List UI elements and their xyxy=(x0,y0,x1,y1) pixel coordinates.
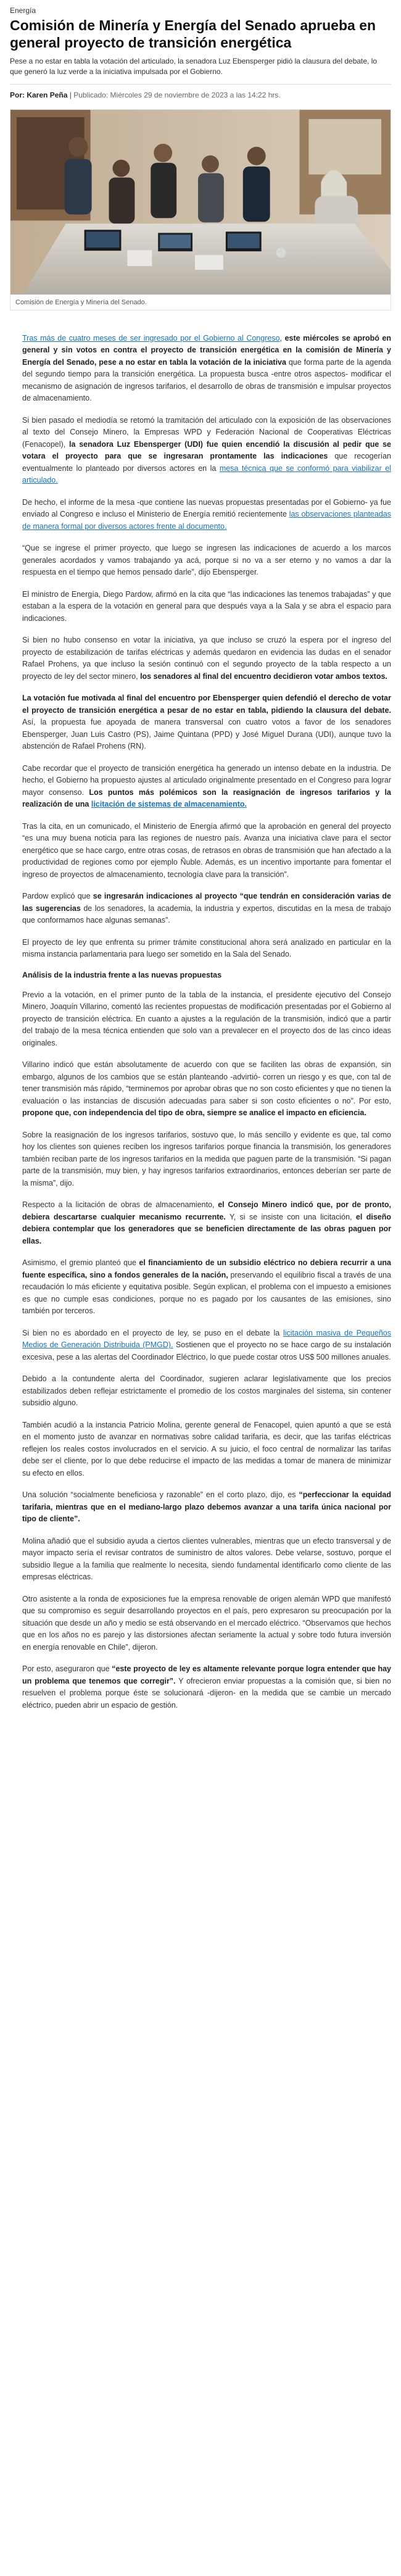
article-paragraph xyxy=(22,1663,391,1711)
article-figure xyxy=(10,109,391,310)
text-run: Previo a la votación, en el primer punto de la tabla de la instancia, el presidente ejecutivo del Consejo Minero, Joaquín Villarino, comentó las recientes propuestas de modificación presentadas por el Gobierno al proyecto de transición eléctrica. En cuanto a ajustes a la regulación de la transmisión, indicó que a partir del trabajo de la mesa técnica entienden que solo van a prevalecer en el proyecto dos de las cinco ideas originales. xyxy=(22,990,391,1047)
bold-text: propone que, con independencia del tipo de obra, siempre se analice el impacto en eficiencia. xyxy=(22,1108,366,1118)
text-run: El ministro de Energía, Diego Pardow, afirmó en la cita que “las indicaciones las tenemos trabajadas” y que estaban a la espera de la votación en general para que después vaya a la Sala y se abra el espacio para indicaciones. xyxy=(22,589,391,623)
article-paragraph xyxy=(22,763,391,811)
text-run: Sostienen que el proyecto no se hace cargo de su instalación excesiva, pese a las alertas del Coordinador Eléctrico, lo que puede costar otros US$ 500 millones anuales. xyxy=(22,1340,391,1361)
bold-text: “este proyecto de ley es altamente relevante porque logra entender que hay un problema que tenemos que corregir”. xyxy=(22,1664,391,1685)
article-paragraph xyxy=(22,1593,391,1654)
article-body xyxy=(0,310,401,1728)
article-paragraph xyxy=(22,891,391,927)
text-run: de los senadores, la academia, la industria y expertos, discutidas en la mesa de trabajo que conformamos hace algunas semanas”. xyxy=(22,904,391,925)
text-run: Respecto a la licitación de obras de almacenamiento, xyxy=(22,1200,218,1210)
text-run: que recogerían eventualmente lo planteado por diversos actores en la xyxy=(22,452,392,473)
article-paragraph xyxy=(22,497,391,533)
text-run: De hecho, el informe de la mesa -que contiene las nuevas propuestas presentadas por el Gobierno- ya fue enviado al Congreso e incluso el Ministerio de Energía remitió recientemente xyxy=(22,497,391,519)
text-run: También acudió a la instancia Patricio Molina, gerente general de Fenacopel, quien apuntó a que se está en el momento justo de avanzar en normativas sobre calidad tarifaria, es decir, que las tarifas eléctricas reflejen los reales costos involucrados en el servicio. A su juicio, el foco central de normalizar las tarifas debe ser el cliente, por lo que debe reducirse el impacto de las medidas a tomar de manera de minimizar su efecto en ellos. xyxy=(22,1420,391,1477)
text-run: Y, si se insiste con una licitación, xyxy=(225,1212,356,1221)
text-run: “Que se ingrese el primer proyecto, que luego se ingresen las indicaciones de acuerdo a los marcos generales acordados y vamos trabajando ya acá, porque si no va a ser eterno y no vamos a dar la respuesta en el tiempo que hemos pensado darle”, dijo Ebensperger. xyxy=(22,544,391,577)
bold-text: los senadores al final del encuentro decidieron votar ambos textos. xyxy=(140,671,387,681)
inline-link[interactable]: licitación masiva de Pequeños Medios de Generación Distribuida (PMGD). xyxy=(22,1328,392,1350)
article-lead: Pese a no estar en tabla la votación del articulado, la senadora Luz Ebensperger pidió la clausura del debate, lo que generó la luz verde a la iniciativa impulsada por el Gobierno. xyxy=(10,57,378,77)
text-run: Por esto, aseguraron que xyxy=(22,1664,112,1674)
text-run: Otro asistente a la ronda de exposiciones fue la empresa renovable de origen alemán WPD que manifestó que su compromiso es seguir desarrollando proyectos en el país, pero expresaron su preocupación por la situación que desde un año y medio se está observando en el mercado eléctrico. “Observamos que hechos que en los años no es parejo y las distorsiones afectan seriamente la actual y sobre todo futura inversión en energía renovable en Chile”, dijeron. xyxy=(22,1594,391,1652)
bold-text: se ingresarán indicaciones al proyecto “que tendrán en consideración varias de las sugerencias xyxy=(22,892,391,913)
bold-text: el Consejo Minero indicó que, por de pronto, debiera descartarse cualquier mecanismo recurrente. xyxy=(22,1200,391,1221)
subheading-text: Análisis de la industria frente a las nuevas propuestas xyxy=(22,970,222,979)
text-run: Tras la cita, en un comunicado, el Ministerio de Energía afirmó que la aprobación en general del proyecto “es una muy buena noticia para las regiones de nuestro país. Avanza una iniciativa clave para el sector energético que se hace cargo, entre otras cosas, de retrasos en obras de transmisión que han afectado a la productividad de regiones como por ejemplo Ñuble. Además, es un incentivo importante para fomentar el ingreso de proyectos de almacenamiento, tecnología clave para la transición”. xyxy=(22,821,391,879)
article-paragraph xyxy=(22,1535,391,1584)
article-paragraph xyxy=(22,692,391,753)
article-header xyxy=(0,0,401,104)
article-paragraph xyxy=(22,989,391,1050)
text-run: Pardow explicó que xyxy=(22,892,93,901)
section-subheading xyxy=(22,971,391,979)
text-run: que forma parte de la agenda del segundo tiempo para la transición energética. La propuesta busca -entre otros aspectos- modificar el mecanismo de asignación de ingresos tarifarios, el desarrollo de obras de transmisión e impulsar proyectos de almacenamiento. xyxy=(22,357,392,403)
bold-text: el diseño debiera contemplar que los generadores que se beneficien directamente de las obras paguen por ellas. xyxy=(22,1212,391,1245)
text-run: Y ofrecieron enviar propuestas a la comisión que, si bien no resuelven el problema porque éste se solucionará -dijeron- en la medida que se cambie un mercado eléctrico, pueden abrir un espacio de gestión. xyxy=(22,1676,391,1710)
inline-link[interactable]: mesa técnica que se conformó para viabilizar el articulado. xyxy=(22,463,391,485)
article-paragraph xyxy=(22,1327,391,1364)
text-run: Una solución “socialmente beneficiosa y razonable” en el corto plazo, dijo, es xyxy=(22,1490,299,1500)
bold-text: la senadora Luz Ebensperger (UDI) fue quien encendió la discusión al pedir que se votara el proyecto para que se ingresaran prontamente las indicaciones xyxy=(22,439,391,461)
text-run: , xyxy=(279,333,285,343)
byline xyxy=(10,84,391,104)
text-run: Villarino indicó que están absolutamente de acuerdo con que se faciliten las obras de expansión, sin embargo, algunos de los cambios que se están planteando -advirtió- corren un riesgo y es que, con tal de tener transmisión más rápido, “terminemos por aprobar obras que no son costo eficientes y que no tienen la evaluación o las instancias de discusión adecuadas para saber si son costo eficientes o no”. Por esto, xyxy=(22,1060,391,1105)
article-paragraph xyxy=(22,333,391,405)
article-paragraph xyxy=(22,1257,391,1318)
photo-caption: Comisión de Energía y Minería del Senado. xyxy=(10,294,391,310)
article-paragraph xyxy=(22,937,391,961)
article-paragraph xyxy=(22,589,391,625)
article-paragraph xyxy=(22,542,391,579)
text-run: Sobre la reasignación de los ingresos tarifarios, sostuvo que, lo más sencillo y evidente es que, tal como hoy los clientes son quienes reciben los ingresos tarifarios porque financia la transmisión, los generadores también reciban parte de los ingresos tarifarios en la medida que paguen parte de la transmisión. “Si pagan parte de la transmisión, muy bien, y hay ingresos tarifarios extraordinarios, entonces deberían ser parte de la misma”, dijo. xyxy=(22,1130,391,1187)
bold-text: este miércoles se aprobó en general y sin votos en contra el proyecto de transición energética en la comisión de Minería y Energía del Senado, pese a no estar en tabla la votación de la iniciativa xyxy=(22,333,391,367)
text-run: Molina añadió que el subsidio ayuda a ciertos clientes vulnerables, mientras que un efecto transversal y de mayor impacto sería el revisar contratos de suministro de altos valores. Debe velarse, sostuvo, porque el subsidio llegue a la familia que realmente lo necesita, siendo fundamental identificarlo como cliente de las empresas eléctricas. xyxy=(22,1536,391,1582)
inline-link[interactable]: licitación de sistemas de almacenamiento. xyxy=(91,800,247,809)
article-paragraph xyxy=(22,1129,391,1190)
article-photo xyxy=(10,110,391,294)
bold-text: La votación fue motivada al final del encuentro por Ebensperger quien defendió el derecho de votar el proyecto de transición energética a pesar de no estar en tabla, pidiendo la clausura del debate. xyxy=(22,694,391,715)
text-run: Si bien pasado el mediodía se retomó la tramitación del articulado con la exposición de las observaciones al texto del Consejo Minero, la Empresas WPD y Federación Nacional de Cooperativas Eléctricas (Fenacopel), xyxy=(22,415,391,449)
bold-text: “perfeccionar la equidad tarifaria, mientras que en el mediano-largo plazo debemos avanzar a una tarifa única nacional por tipo de cliente”. xyxy=(22,1490,392,1524)
text-run: Cabe recordar que el proyecto de transición energética ha generado un intenso debate en la industria. De hecho, el Gobierno ha propuesto ajustes al articulado originalmente presentado en el Congreso para lograr mayor consenso. xyxy=(22,763,391,797)
text-run: Debido a la contundente alerta del Coordinador, sugieren aclarar legislativamente que los precios estabilizados deben reflejar estrictamente el promedio de los costos marginales del sistema, sin contener subsidio alguno. xyxy=(22,1374,391,1408)
article-paragraph xyxy=(22,634,391,683)
bold-text: el financiamiento de un subsidio eléctrico no debiera recurrir a una fuente específica, sino a fondos generales de la nación, xyxy=(22,1258,391,1279)
inline-link[interactable]: las observaciones planteadas de manera formal por diversos actores frente al documento. xyxy=(22,510,391,531)
section-tag[interactable]: Energía xyxy=(10,6,36,15)
article-paragraph xyxy=(22,1489,391,1526)
text-run: Asimismo, el gremio planteó que xyxy=(22,1258,139,1268)
article-paragraph xyxy=(22,1373,391,1410)
text-run: Si bien no es abordado en el proyecto de ley, se puso en el debate la xyxy=(22,1328,283,1337)
text-run: El proyecto de ley que enfrenta su primer trámite constitucional ahora será analizado en particular en la misma instancia parlamentaria para luego ser sometido en la Sala del Senado. xyxy=(22,937,391,959)
text-run: preservando el equilibrio fiscal a través de una recaudación lo más eficiente y equitativa posible. Según explican, el problema con el impuesto a emisiones es que no cumple esas condiciones, porque no es pagado por los causantes de las emisiones, sino también por terceros. xyxy=(22,1270,392,1316)
article-paragraph xyxy=(22,1419,391,1480)
article-headline: Comisión de Minería y Energía del Senado aprueba en general proyecto de transición energética xyxy=(10,17,376,51)
byline-published: Publicado: Miércoles 29 de noviembre de 2023 a las 14:22 hrs. xyxy=(73,90,281,99)
inline-link[interactable]: Tras más de cuatro meses de ser ingresado por el Gobierno al Congreso xyxy=(22,333,280,343)
article-paragraph xyxy=(22,415,391,487)
byline-label: Por: xyxy=(10,90,25,99)
article-paragraph xyxy=(22,1059,391,1120)
byline-separator: | xyxy=(69,90,72,99)
text-run: Así, la propuesta fue apoyada de manera transversal con cuatro votos a favor de los senadores Ebensperger, Juan Luis Castro (PS), Jaime Quintana (PPD) y José Miguel Durana (UDI), aunque tuvo la abstención de Rafael Prohens (RN). xyxy=(22,718,391,751)
bold-text: Los puntos más polémicos son la reasignación de ingresos tarifarios y la realización de una xyxy=(22,787,391,809)
article-paragraph xyxy=(22,821,391,881)
text-run: Si bien no hubo consenso en votar la iniciativa, ya que incluso se cruzó la espera por el ingreso del proyecto de estabilización de tarifas eléctricas y además quedaron en evidencia las dudas en el senador Rafael Prohens, ya que incluso la sesión continuó con el segundo proyecto de la tabla respecto a un proyecto de ley del sector minero, xyxy=(22,636,391,681)
byline-author[interactable]: Karen Peña xyxy=(27,90,68,99)
article-paragraph xyxy=(22,1199,391,1247)
